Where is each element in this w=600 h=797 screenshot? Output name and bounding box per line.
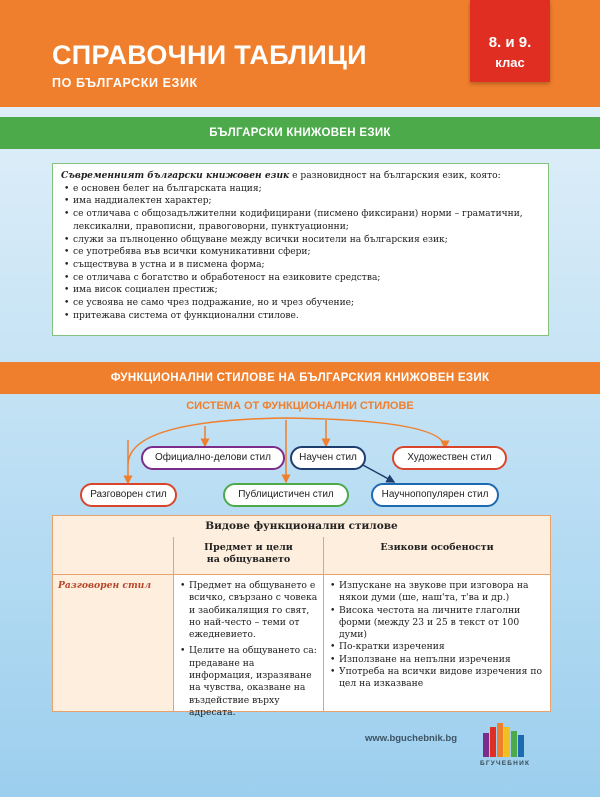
publisher-logo-text: БГУЧЕБНИК	[480, 760, 531, 767]
section-heading-literary-language: БЪЛГАРСКИ КНИЖОВЕН ЕЗИК	[0, 117, 600, 149]
list-item: • Изпускане на звукове при изговора на някои думи (ше, наш'та, т'ва и др.)	[329, 580, 545, 605]
list-item: • съществува в устна и в писмена форма;	[61, 259, 540, 272]
list-item: • има висок социален престиж;	[61, 284, 540, 297]
definition-list	[61, 183, 540, 323]
grade-badge	[470, 0, 550, 82]
definition-lead	[61, 170, 540, 183]
definition-box	[52, 163, 549, 336]
page-title: СПРАВОЧНИ ТАБЛИЦИ	[52, 40, 367, 70]
list-item: • По-кратки изречения	[329, 641, 545, 653]
style-journalistic: Публицистичен стил	[223, 483, 349, 507]
section-heading-functional-styles: ФУНКЦИОНАЛНИ СТИЛОВЕ НА БЪЛГАРСКИЯ КНИЖОВЕН ЕЗИК	[0, 362, 600, 394]
table-header-subject	[174, 537, 324, 575]
style-popular-science: Научнопопулярен стил	[371, 483, 499, 507]
subject-list	[179, 580, 318, 719]
list-item: • се усвоява не само чрез подражание, но и чрез обучение;	[61, 297, 540, 310]
publisher-url: www.bguchebnik.bg	[365, 733, 458, 744]
definition-lead-rest: е разновидност на българския език, която:	[289, 171, 501, 181]
list-item: • се отличава с богатство и обработеност на езиковите средства;	[61, 272, 540, 285]
table-header-features: Езикови особености	[324, 537, 550, 575]
list-item: • Висока честота на личните глаголни форми (между 23 и 25 в текст от 100 думи)	[329, 605, 545, 642]
styles-table	[52, 515, 551, 718]
list-item: • е основен белег на българската нация;	[61, 183, 540, 196]
connector-popular-science	[361, 464, 394, 482]
list-item: • Предмет на общуването е всичко, свързано с човека и заобикалящия го свят, но най-често – теми от ежедневието.	[179, 580, 318, 641]
books-logo-icon	[480, 719, 530, 759]
table-header-subject-line2: на общуването	[206, 554, 291, 565]
table-title: Видове функционални стилове	[53, 516, 550, 538]
list-item: • Използване на непълни изречения	[329, 654, 545, 666]
list-item: • се употребява във всички комуникативни сфери;	[61, 246, 540, 259]
list-item: • Целите на общуването са: предаване на информация, изразяване на чувства, оказване на въздействие върху адресата.	[179, 645, 318, 719]
table-cell-features	[324, 575, 550, 711]
page-subtitle: ПО БЪЛГАРСКИ ЕЗИК	[52, 76, 198, 90]
list-item: • Употреба на всички видове изречения по цел на изказване	[329, 666, 545, 691]
features-list	[329, 580, 545, 691]
grade-number: 8. и 9.	[488, 34, 532, 51]
table-header-empty	[53, 537, 174, 575]
style-scientific: Научен стил	[290, 446, 366, 470]
style-official: Официално-делови стил	[141, 446, 285, 470]
list-item: • се отличава с общозадължителни кодифицирани (писмено фиксирани) норми – граматични, лексикални, правописни, правоговорни, пунктуационни;	[61, 208, 540, 233]
definition-term: Съвременният български книжовен език	[61, 170, 290, 181]
table-cell-subject	[174, 575, 324, 718]
list-item: • притежава система от функционални стилове.	[61, 310, 540, 323]
diagram-title: СИСТЕМА ОТ ФУНКЦИОНАЛНИ СТИЛОВЕ	[186, 400, 414, 412]
style-artistic: Художествен стил	[392, 446, 507, 470]
grade-label: клас	[495, 55, 525, 70]
table-row-label: Разговорен стил	[53, 575, 174, 711]
table-header-subject-line1: Предмет и цели	[204, 542, 293, 553]
list-item: • служи за пълноценно общуване между всички носители на българския език;	[61, 234, 540, 247]
list-item: • има наддиалектен характер;	[61, 195, 540, 208]
style-colloquial: Разговорен стил	[80, 483, 177, 507]
